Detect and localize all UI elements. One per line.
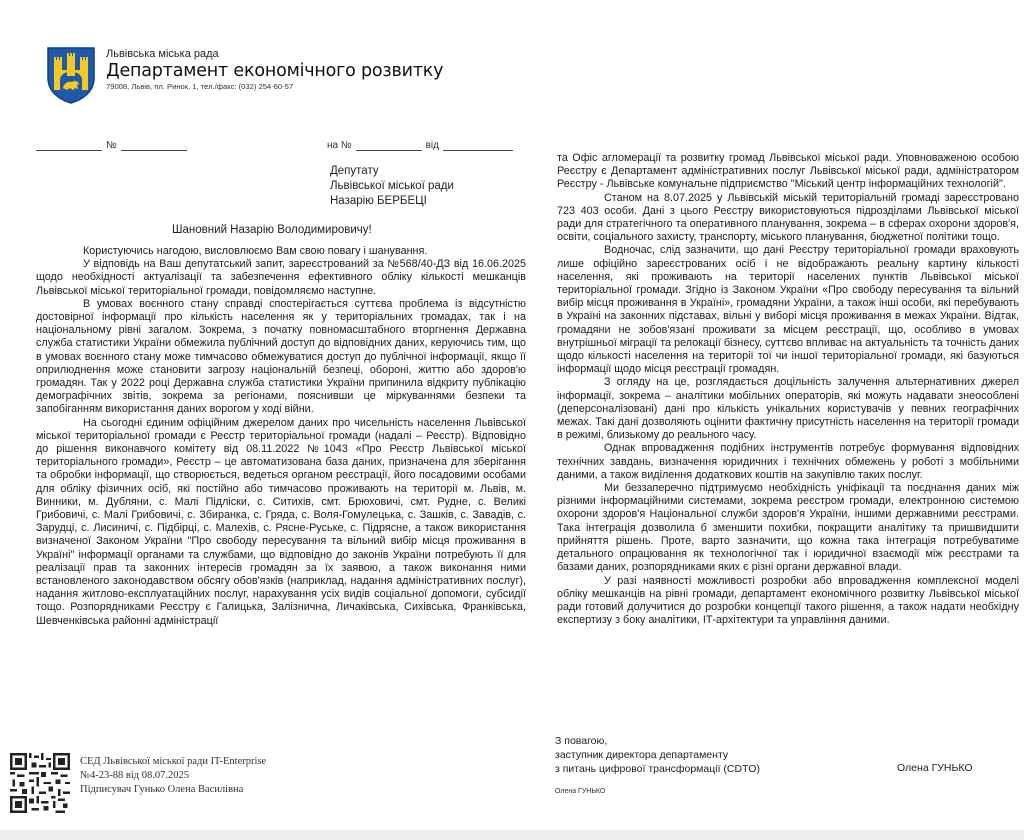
reply-number-blank [356, 142, 422, 151]
letter-body-left [36, 245, 526, 628]
incoming-reference [327, 140, 513, 151]
page-bottom-edge [0, 830, 1024, 840]
signature-block [555, 734, 760, 776]
edms-reg-number: №4-23-88 від 08.07.2025 [80, 770, 189, 781]
reply-date-label: від [425, 140, 439, 151]
closing-phrase: З повагою, [555, 735, 608, 747]
signer-name: Олена ГУНЬКО [897, 762, 973, 774]
addressee-name: Назарію БЕРБЕЦІ [330, 195, 427, 207]
signer-position-line1: заступник директора департаменту [555, 749, 729, 761]
paragraph: Водночас, слід зазначити, що дані Реєстру територіальної громади враховують лише офіційно зареєстрованих осіб і не відображають реальну картину кількості населення, які проживають на території населених пунктів Львівської міської територіальної громади. Згідно із Законом України «Про свободу пересування та вільний вибір місця проживання в Україні», громадяни України, а також інші особи, які перебувають в Україні на законних підставах, вільні у виборі місця проживання в межах України. Відтак, громадяни не зобов'язані проживати за місцем реєстрації, що, особливо в умовах внутрішньої міграції та релокації бізнесу, суттєво впливає на актуальність та точність даних щодо кількості населення на території тої чи іншої територіальної громади, які базуються інформації щодо місця реєстрації громадян. [557, 244, 1019, 376]
department-name: Департамент економічного розвитку [106, 61, 444, 81]
number-label: № [106, 140, 117, 151]
department-address: 79008, Львів, пл. Ринок, 1, тел./факс: (032) 254-60-57 [106, 82, 294, 91]
outgoing-registration [36, 140, 187, 151]
edms-signer: Підписувач Гунько Олена Василівна [80, 784, 244, 795]
letterhead [46, 46, 546, 106]
paragraph: Користуючись нагодою, висловлюємо Вам свою повагу і шанування. [83, 245, 428, 257]
paragraph: У разі наявності можливості розробки або впровадження комплексної моделі обліку мешканців на рівні громади, департамент економічного розвитку Львівської міської ради готовий долучитися до розробки концепції такого рішення, а також надати необхідну експертизу з боку аналітики, ІТ-архітектури та управління даними. [557, 574, 1019, 627]
reply-date-blank [443, 142, 513, 151]
paragraph: В умовах воєнного стану справді спостерігається суттєва проблема із відсутністю достовірної інформації про кількість населення як у територіальних громадах, так і на національному рівні загалом. Зокрема, з початку повномасштабного вторгнення Державна служба статистики України обмежила публічний доступ до відповідних даних, керуючись тим, що в умовах воєнного стану може тимчасово обмежуватися доступ до публічної інформації, якщо її оприлюднення може становити загрозу національній безпеці, обороні, життю або здоров'ю громадян. Так у 2022 році Державна служба статистики України припинила відкриту публікацію демографічних звітів, зокрема за регіонами, пояснивши це міркуваннями безпеки та запобіганням використання даних ворогом у ході війни. [36, 297, 526, 416]
paragraph: З огляду на це, розглядається доцільність залучення альтернативних джерел інформації, зокрема – аналітики мобільних операторів, які можуть надавати знеособлені (деперсоналізовані) дані про кількість унікальних користувачів у певних географічних межах. Такі дані дозволяють оцінити фактичну присутність населення на території громади в режимі, близькому до реального часу. [557, 376, 1019, 442]
lviv-coat-of-arms-icon [46, 46, 96, 104]
qr-code-icon [10, 753, 70, 813]
letter-body-right [557, 152, 1019, 627]
signer-position-line2: з питань цифрової трансформації (CDTO) [555, 763, 760, 775]
addressee-title: Депутату [330, 165, 379, 177]
paragraph: Станом на 8.07.2025 у Львівській міській територіальній громаді зареєстровано 723 403 особи. Дані з цього Реєстру використовуються підрозділами Львівської міської ради для стратегічного та оперативного планування, зокрема – в сферах охорони здоров'я, освіти, соціального захисту, транспорту, міського планування, бюджетної політики тощо. [557, 191, 1019, 244]
salutation: Шановний Назарію Володимировичу! [172, 224, 372, 236]
addressee-organization: Львівської міської ради [330, 180, 454, 192]
paragraph: У відповідь на Ваш депутатський запит, зареєстрований за №568/40-ДЗ від 16.06.2025 щодо необхідності актуалізації та забезпечення ефективного обліку кількості мешканців Львівської міської територіальної громади, повідомляємо наступне. [36, 258, 526, 297]
addressee-block [330, 164, 454, 209]
paragraph: Ми беззаперечно підтримуємо необхідність уніфікації та поєднання даних між різними інформаційними системами, зокрема реєстром громади, електронною системою охорони здоров'я Національної служби здоров'я України, іншими державними реєстрами. Така інтеграція дозволила б зменшити похибки, покращити аналітику та пришвидшити прийняття рішень. Проте, варто зазначити, що кожна така інтеграція потребуватиме детального опрацювання як технологічної так і юридичної взаємодії між реєстрами та базами даних, розпорядниками яких є різні органи державної влади. [557, 482, 1019, 574]
council-name: Львівська міська рада [106, 48, 219, 60]
e-document-stamp [80, 755, 266, 797]
date-blank [36, 142, 102, 151]
reply-number-label: на № [327, 140, 352, 151]
number-blank [121, 142, 187, 151]
executor-name: Олена ГУНЬКО [555, 788, 606, 795]
edms-system: СЕД Львівської міської ради IT-Enterprise [80, 756, 267, 767]
paragraph-continuation: та Офіс агломерації та розвитку громад Львівської міської ради. Уповноваженою особою Реєстру є Департамент адміністративних послуг Львівської міської ради, адміністратором Реєстру - Львівське комунальне підприємство "Міський центр інформаційних технологій". [557, 152, 1019, 191]
paragraph: Однак впровадження подібних інструментів потребує формування відповідних технічних завдань, визначення юридичних і технічних обмежень у роботі з мобільними даними, а також виділення додаткових коштів на закупівлю таких послуг. [557, 442, 1019, 481]
paragraph: На сьогодні єдиним офіційним джерелом даних про чисельність населення Львівської міської територіальної громади є Реєстр територіальної громади (надалі – Реєстр). Відповідно до рішення виконавчого комітету від 08.11.2022 №1043 «Про Реєстр Львівської міської територіального громади», Реєстр – це автоматизована база даних, призначена для зберігання та обробки інформації, що створюється, ведеться органом реєстрації, його посадовими особами для обліку фізичних осіб, які постійно або тимчасово проживають на території м. Львів, м. Винники, м. Дубляни, с. Малі Підліски, с. Ситихів, смт. Брюховичі, смт. Рудне, с. Великі Грибовичі, с. Малі Грибовичі, с. Збиранка, с. Гряда, с. Воля-Гомулецька, с. Зашків, с. Завадів, с. Зарудці, с. Лисиничі, с. Підбірці, с. Малехів, с. Рясне-Руське, с. Підрясне, а також використання визначеної Законом України "Про свободу пересування та вільний вибір місця проживання в Україні" інформації органами та службами, що відповідно до законів України потребують її для реалізації прав та законних інтересів громадян за їх заявою, а також виконання ними встановленого законодавством обсягу обов'язків (наприклад, надання адміністративних послуг), надання житлово-експлуатаційних послуг, нарахування усіх видів соціальної допомоги, субсидії тощо. Розпорядниками Реєстру є Галицька, Залізнична, Личаківська, Сихівська, Франківська, Шевченківська районні адміністрації [36, 416, 526, 627]
